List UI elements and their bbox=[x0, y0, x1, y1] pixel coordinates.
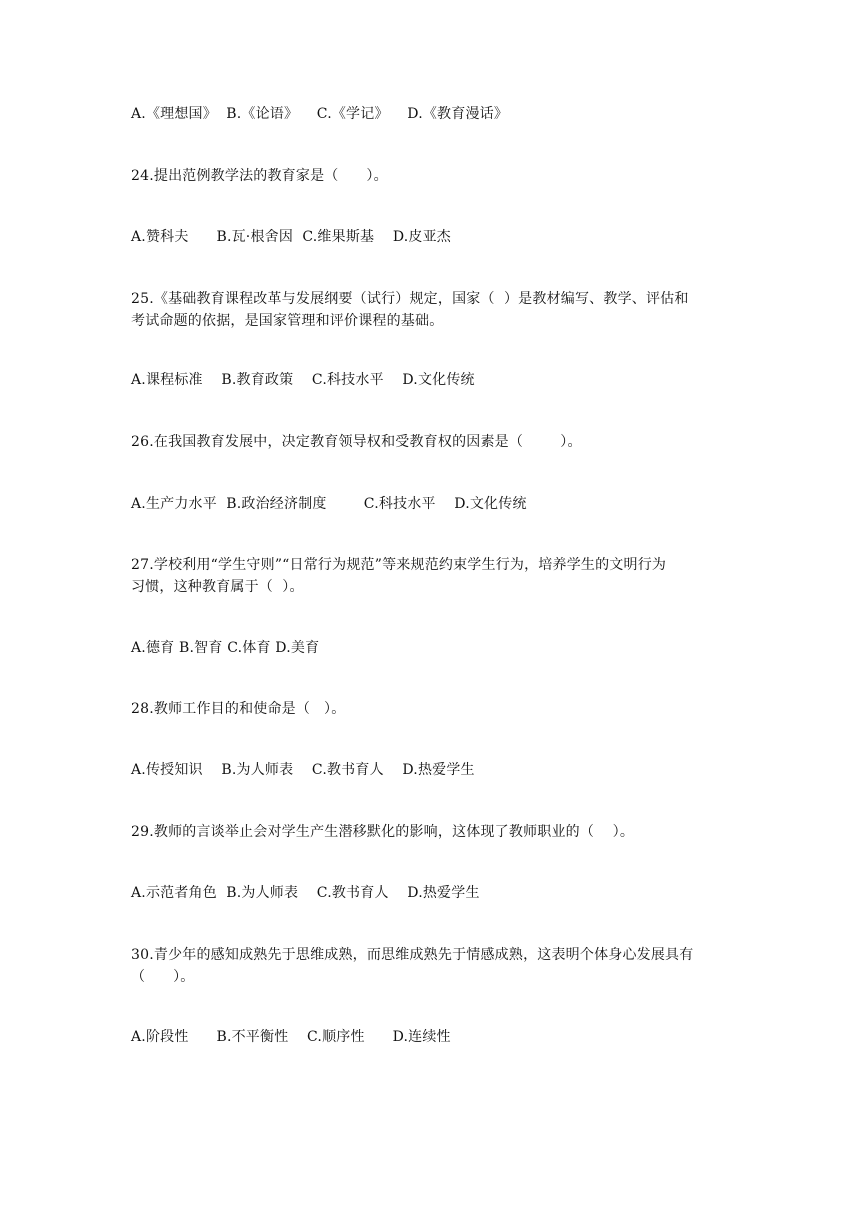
q24-question: 24.提出范例教学法的教育家是（ ）。 bbox=[131, 168, 388, 184]
q24-options: A.赞科夫 B.瓦·根舍因 C.维果斯基 D.皮亚杰 bbox=[131, 229, 451, 245]
q30-options: A.阶段性 B.不平衡性 C.顺序性 D.连续性 bbox=[131, 1029, 451, 1045]
q28-question: 28.教师工作目的和使命是（ ）。 bbox=[131, 701, 346, 717]
q27-question-line2: 习惯，这种教育属于（ ）。 bbox=[131, 579, 304, 595]
q23-options: A.《理想国》 B.《论语》 C.《学记》 D.《教育漫话》 bbox=[131, 106, 509, 122]
q26-question: 26.在我国教育发展中，决定教育领导权和受教育权的因素是（ ）。 bbox=[131, 434, 582, 450]
q30-question-line1: 30.青少年的感知成熟先于思维成熟，而思维成熟先于情感成熟，这表明个体身心发展具有 bbox=[131, 947, 694, 963]
q29-question: 29.教师的言谈举止会对学生产生潜移默化的影响，这体现了教师职业的（ ）。 bbox=[131, 824, 635, 840]
q28-options: A.传授知识 B.为人师表 C.教书育人 D.热爱学生 bbox=[131, 762, 475, 778]
q27-options: A.德育 B.智育 C.体育 D.美育 bbox=[131, 640, 320, 656]
q27-question-line1: 27.学校利用“学生守则”“日常行为规范”等来规范约束学生行为，培养学生的文明行为 bbox=[131, 557, 667, 573]
q25-options: A.课程标准 B.教育政策 C.科技水平 D.文化传统 bbox=[131, 372, 475, 388]
q26-options: A.生产力水平 B.政治经济制度 C.科技水平 D.文化传统 bbox=[131, 496, 527, 512]
q29-options: A.示范者角色 B.为人师表 C.教书育人 D.热爱学生 bbox=[131, 885, 480, 901]
q30-question-line2: （ ）。 bbox=[131, 969, 195, 985]
q25-question-line1: 25.《基础教育课程改革与发展纲要（试行）规定，国家（ ）是教材编写、教学、评估和 bbox=[131, 291, 689, 307]
q25-question-line2: 考试命题的依据，是国家管理和评价课程的基础。 bbox=[131, 313, 444, 329]
